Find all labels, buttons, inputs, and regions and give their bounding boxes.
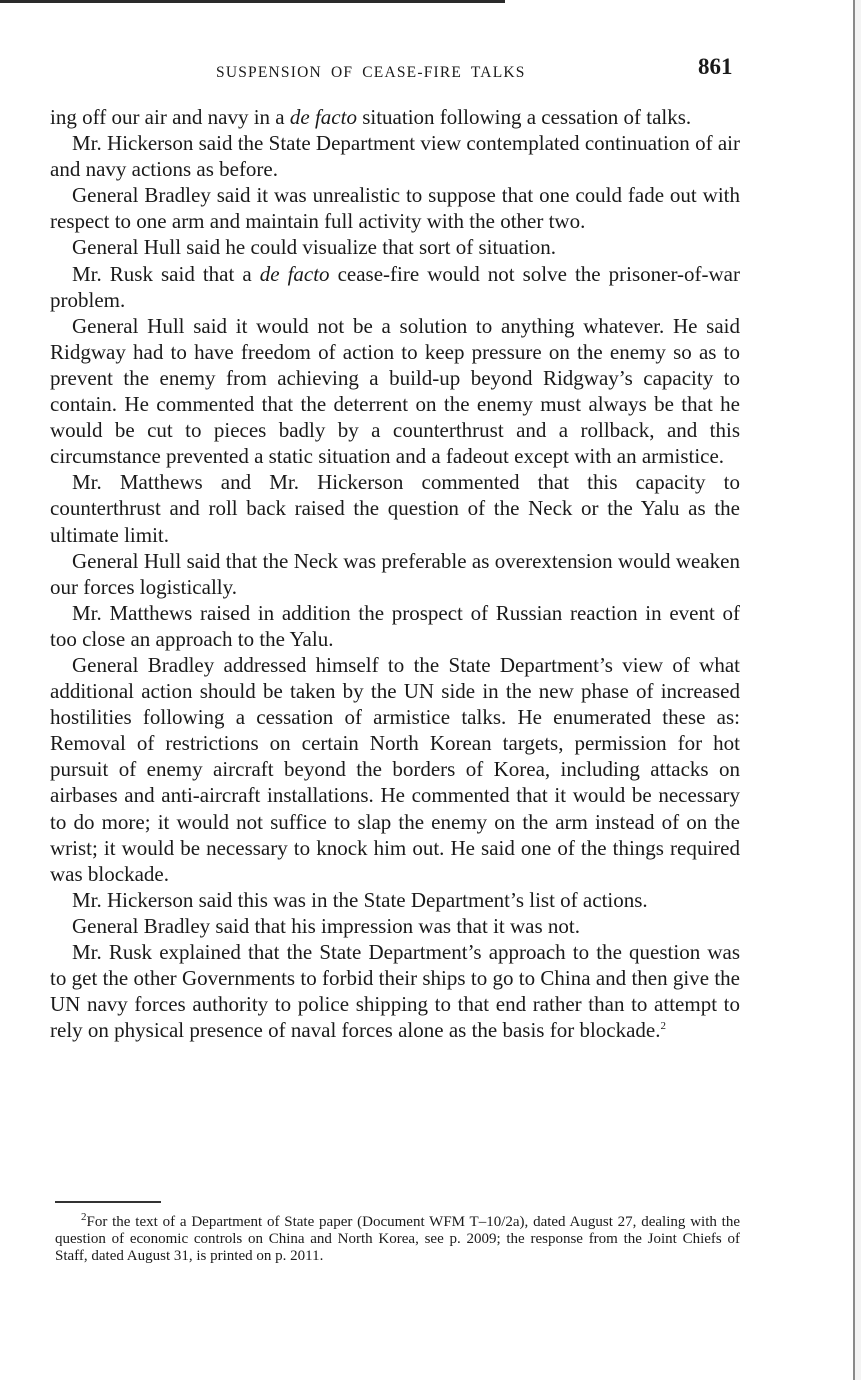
paragraph-8: Mr. Matthews raised in addition the prospect of Russian reaction in event of too close an approach to the Yalu. — [50, 600, 740, 651]
footnote — [55, 1211, 740, 1265]
paragraph-11: General Bradley said that his impression was that it was not. — [72, 913, 580, 938]
running-head: SUSPENSION OF CEASE-FIRE TALKS — [216, 64, 526, 81]
paragraph-0: ing off our air and navy in a de facto situation following a cessation of talks. — [50, 105, 692, 129]
page-number: 861 — [698, 54, 733, 79]
paragraph-6: Mr. Matthews and Mr. Hickerson commented that this capacity to counterthrust and roll back raised the question of the Neck or the Yalu as the ultimate limit. — [50, 470, 740, 547]
body-text — [50, 104, 740, 1043]
page-edge-shadow — [855, 0, 861, 1380]
paragraph-9: General Bradley addressed himself to the State Department’s view of what additional action should be taken by the UN side in the new phase of increased hostilities following a cessation of armistice talks. He enumerated these as: Removal of restrictions on certain North Korean targets, permission for hot pursuit of enemy aircraft beyond the borders of Korea, including attacks on airbases and anti-aircraft installations. He commented that it would be necessary to do more; it would not suffice to slap the enemy on the arm instead of on the wrist; it would be necessary to knock him out. He said one of the things required was blockade. — [50, 652, 740, 886]
page-header — [0, 54, 861, 88]
paragraph-5: General Hull said it would not be a solution to anything whatever. He said Ridgway had to have freedom of action to keep pressure on the enemy so as to prevent the enemy from achieving a build-up beyond Ridgway’s capacity to contain. He commented that the deterrent on the enemy must always be that he would be cut to pieces badly by a counterthrust and a rollback, and this circumstance prevented a static situation and a fadeout except with an armistice. — [50, 313, 740, 469]
page-edge-line — [853, 0, 855, 1380]
footnote-text: For the text of a Department of State paper (Document WFM T–10/2a), dated August 27, dealing with the question of economic controls on China and North Korea, see p. 2009; the response from the Joint Chiefs of Staff, dated August 31, is printed on p. 2011. — [55, 1214, 740, 1264]
top-border-rule — [0, 0, 505, 3]
paragraph-4: Mr. Rusk said that a de facto cease-fire would not solve the prisoner-of-war problem. — [50, 261, 740, 312]
footnote-separator — [55, 1201, 161, 1203]
paragraph-10: Mr. Hickerson said this was in the State Department’s list of actions. — [72, 887, 648, 912]
paragraph-3: General Hull said he could visualize that sort of situation. — [72, 235, 557, 260]
paragraph-1: Mr. Hickerson said the State Department view contemplated continuation of air and navy actions as before. — [50, 131, 740, 182]
footnote-marker: 2 — [81, 1211, 87, 1223]
paragraph-12: Mr. Rusk explained that the State Department’s approach to the question was to get the other Governments to forbid their ships to go to China and then give the UN navy forces authority to police shipping to that end rather than to attempt to rely on physical presence of naval forces alone as the basis for blockade.$^2$ — [50, 940, 740, 1043]
footnote-reference[interactable]: 2 — [660, 1020, 667, 1033]
paragraph-7: General Hull said that the Neck was preferable as overextension would weaken our forces logistically. — [50, 548, 740, 599]
paragraph-2: General Bradley said it was unrealistic to suppose that one could fade out with respect to one arm and maintain full activity with the other two. — [50, 183, 740, 234]
